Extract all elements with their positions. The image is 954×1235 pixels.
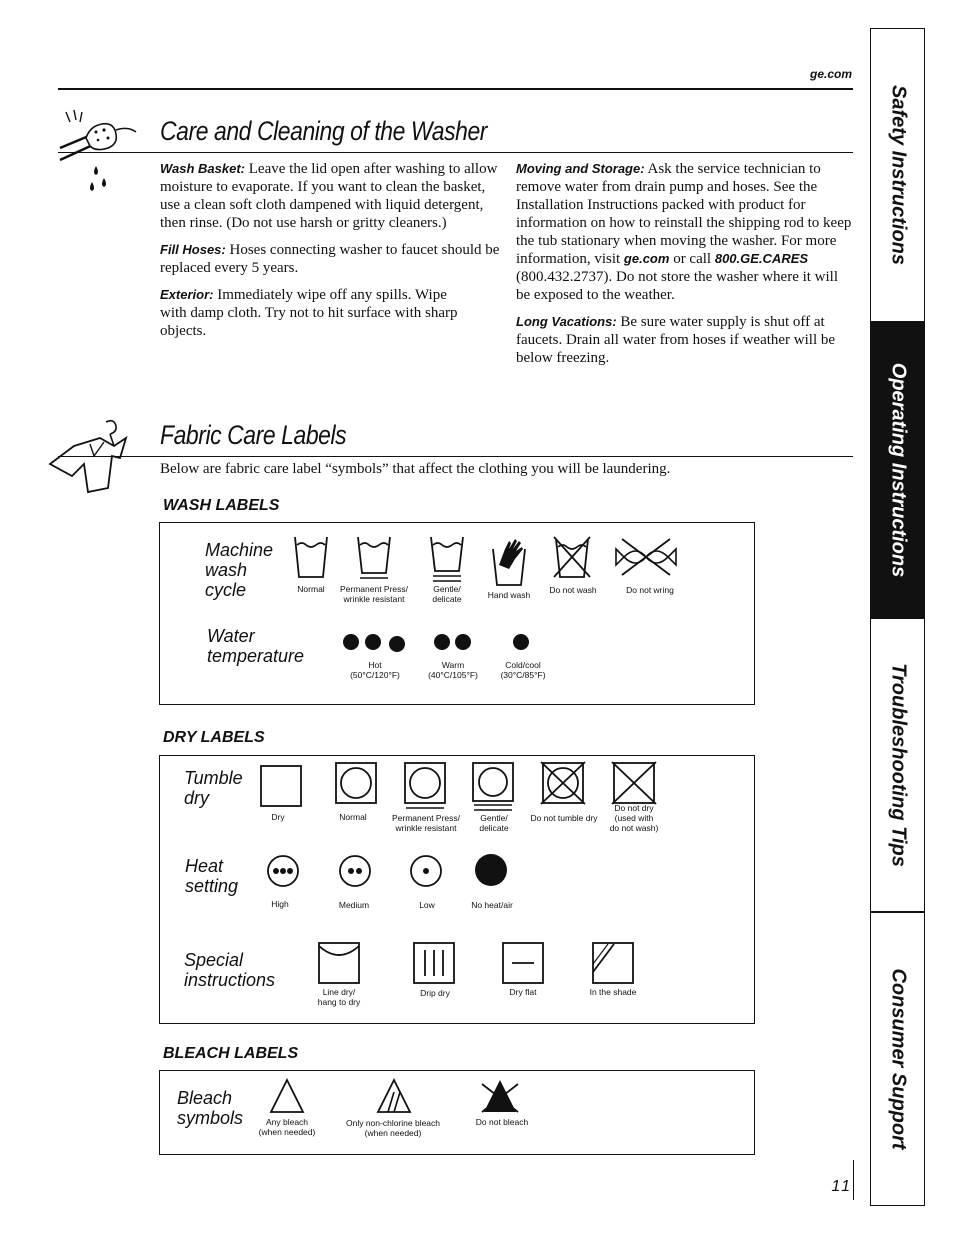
cold-label: Cold/cool (30°C/85°F) [500,660,546,680]
vacations-text: Be sure water supply is shut off at faucets. Drain all water from hoses if weather will be below freezing. [516,314,836,366]
moving-phone-bold: 800.GE.CARES [714,251,809,266]
tumble-permanent-press-icon [404,762,446,810]
wash-normal-label: Normal [297,584,325,594]
hot-label: Hot (50°C/120°F) [350,660,400,680]
tab-operating[interactable]: Operating Instructions [870,322,925,618]
do-not-dry-icon [612,762,656,804]
footer-rule [853,1160,854,1200]
bleach-labels-box [159,1070,755,1155]
care-left-column [160,160,500,340]
wash-normal-icon [293,535,329,579]
fill-hoses-text: Hoses connecting washer to faucet should be replaced every 5 years. [160,242,500,276]
care-right-column: Moving and Storage: Ask the service technician to remove water from drain pump and hoses. See the Installation Instructions packed with product for information on how to reinstall the shipping rod to keep the tub stationary when moving the washer. For more information, visit ge.com or call 800.GE.CARES (800.432.2737). Do not store the washer where it will be exposed to the weather. Long Vacations: Be sure water supply is shut off at faucets. Drain all water from hoses if weather will be below freezing. [516,161,852,366]
care-title: Care and Cleaning of the Washer [160,116,488,146]
water-temperature-category: Water temperature [207,626,305,666]
tumble-gentle-icon [472,762,514,812]
no-heat-icon [474,854,508,888]
line-dry-label: Line dry/ hang to dry [317,987,361,1007]
moving-term: Moving and Storage: [516,161,645,176]
non-chlorine-bleach-icon [376,1078,412,1114]
heat-medium-icon [338,854,372,888]
dry-flat-label: Dry flat [509,987,537,997]
machine-wash-category: Machine wash cycle [205,540,274,600]
page-number: 11 [831,1178,852,1195]
heat-low-icon [409,854,443,888]
wash-hand-icon [489,535,529,587]
dry-labels-heading: DRY LABELS [163,729,265,746]
wash-permanent-press-label: Permanent Press/ wrinkle resistant [339,584,409,604]
special-instructions-category: Special instructions [184,950,276,990]
tumble-dry-category: Tumble dry [184,768,243,808]
wash-permanent-press-icon [356,535,392,581]
do-not-bleach-icon [478,1078,522,1114]
dry-square-icon [260,765,302,807]
sponge-cleaning-icon [58,108,143,198]
non-chlorine-bleach-label: Only non-chlorine bleach (when needed) [345,1118,441,1138]
in-the-shade-icon [592,942,634,984]
vacations-term: Long Vacations: [516,314,617,329]
fabric-intro: Below are fabric care label “symbols” that affect the clothing you will be laundering. [160,461,671,477]
wash-gentle-icon [429,535,465,585]
moving-phone: (800.432.2737). Do not store the washer where it will be exposed to the weather. [516,269,839,303]
tumble-normal-icon [335,762,377,804]
do-not-wring-icon [612,535,680,579]
do-not-tumble-dry-label: Do not tumble dry [530,813,598,823]
wash-basket-text: Leave the lid open after washing to allow moisture to evaporate. If you want to clean the basket, use a clean soft cloth dampened with liquid detergent, then rinse. (Do not use harsh or gritty cleaners.) [160,161,498,231]
bleach-symbols-category: Bleach symbols [177,1088,244,1128]
do-not-dry-label: Do not dry (used with do not wash) [609,803,659,833]
exterior-text: Immediately wipe off any spills. Wipe with damp cloth. Try not to hit surface with sharp objects. [160,287,458,339]
moving-site: ge.com [623,251,670,266]
fabric-title: Fabric Care Labels [160,420,347,450]
heat-high-icon [266,854,300,888]
tumble-normal-label: Normal [339,812,367,822]
in-the-shade-label: In the shade [589,987,637,997]
wash-labels-heading: WASH LABELS [163,497,280,514]
tab-consumer-support[interactable]: Consumer Support [870,912,925,1206]
any-bleach-label: Any bleach (when needed) [258,1117,316,1137]
tumble-permanent-press-label: Permanent Press/ wrinkle resistant [391,813,461,833]
moving-text: Ask the service technician to remove water from drain pump and hoses. See the Installation Instructions packed with product for information on how to reinstall the shipping rod to keep the tub stationary when moving the washer. For more information, visit [516,161,852,267]
do-not-wash-icon [552,535,592,579]
hot-dots-icon [342,632,408,654]
heat-high-label: High [271,899,289,909]
wash-basket-term: Wash Basket: [160,161,246,176]
drip-dry-label: Drip dry [420,988,450,998]
dry-label: Dry [271,812,285,822]
header-rule [58,88,853,90]
heat-setting-category: Heat setting [185,856,239,896]
site-url: ge.com [809,67,852,81]
tab-safety[interactable]: Safety Instructions [870,28,925,322]
cold-dot-icon [510,632,532,654]
tumble-gentle-label: Gentle/ delicate [479,813,509,833]
warm-dots-icon [432,632,474,654]
do-not-wash-label: Do not wash [549,585,597,595]
fabric-rule [58,456,853,457]
care-rule [58,152,853,153]
do-not-wring-label: Do not wring [626,585,674,595]
warm-label: Warm (40°C/105°F) [428,660,478,680]
heat-low-label: Low [419,900,435,910]
tab-troubleshooting[interactable]: Troubleshooting Tips [870,618,925,912]
drip-dry-icon [413,942,455,984]
wash-gentle-label: Gentle/ delicate [432,584,462,604]
exterior-term: Exterior: [160,287,214,302]
any-bleach-icon [269,1078,305,1114]
line-dry-icon [318,942,360,984]
no-heat-label: No heat/air [471,900,513,910]
do-not-tumble-dry-icon [541,762,585,804]
wash-hand-label: Hand wash [487,590,531,600]
bleach-labels-heading: BLEACH LABELS [163,1045,299,1062]
do-not-bleach-label: Do not bleach [475,1117,529,1127]
dry-flat-icon [502,942,544,984]
heat-medium-label: Medium [338,900,370,910]
fill-hoses-term: Fill Hoses: [160,242,226,257]
